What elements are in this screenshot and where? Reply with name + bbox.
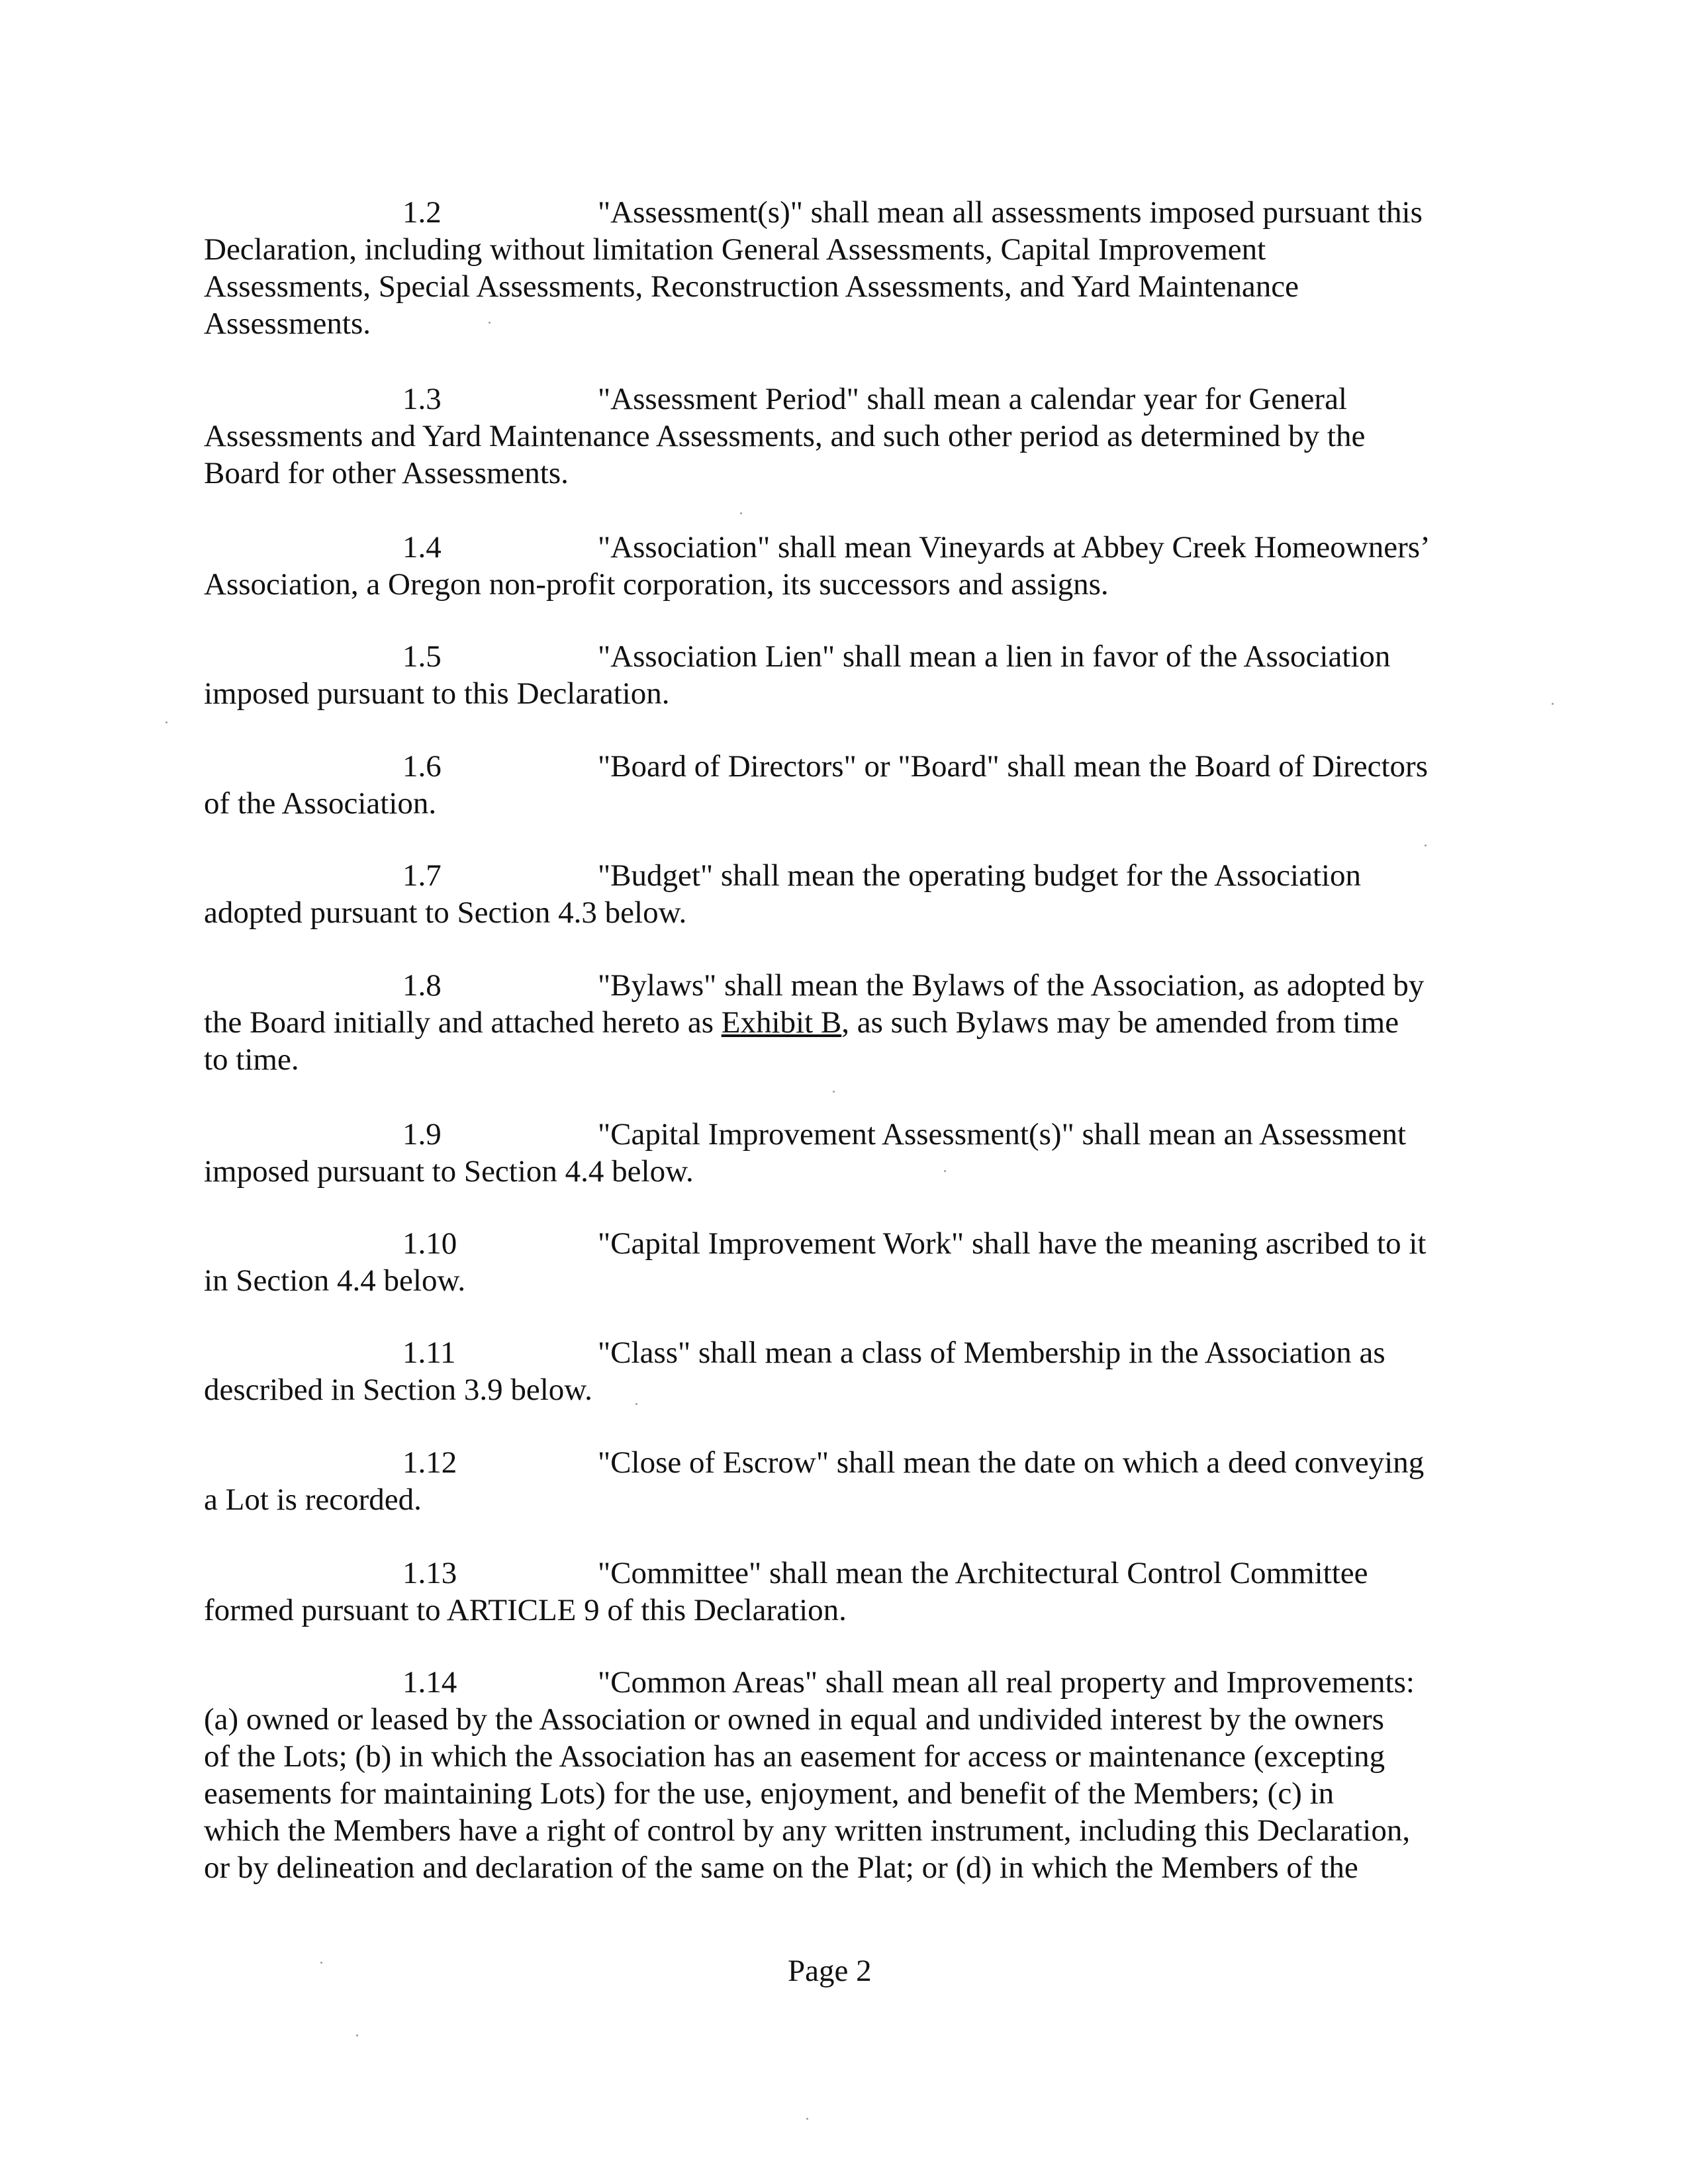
scan-speck xyxy=(320,1962,322,1964)
definition-lead-text: "Assessment(s)" shall mean all assessments imposed pursuant this xyxy=(598,195,1423,230)
body-line xyxy=(204,1004,1488,1041)
body-line: in Section 4.4 below. xyxy=(204,1263,466,1298)
body-line: adopted pursuant to Section 4.3 below. xyxy=(204,895,687,930)
definition-first-line xyxy=(204,1555,1488,1592)
body-line: Assessments and Yard Maintenance Assessments, and such other period as determined by the xyxy=(204,419,1366,453)
body-line: described in Section 3.9 below. xyxy=(204,1373,592,1407)
body-line: or by delineation and declaration of the same on the Plat; or (d) in which the Members of the xyxy=(204,1850,1358,1885)
section-number: 1.4 xyxy=(402,530,442,565)
definition-1-3 xyxy=(204,381,1488,492)
definition-1-14 xyxy=(204,1664,1488,1886)
section-number: 1.11 xyxy=(402,1336,456,1370)
body-line: a Lot is recorded. xyxy=(204,1482,422,1517)
section-number: 1.9 xyxy=(402,1117,442,1152)
definition-first-line xyxy=(204,748,1488,785)
definition-first-line xyxy=(204,529,1488,566)
body-line: imposed pursuant to Section 4.4 below. xyxy=(204,1154,694,1189)
scan-speck xyxy=(635,1403,637,1405)
scan-speck xyxy=(833,1091,835,1093)
definition-first-line xyxy=(204,1116,1488,1153)
section-number: 1.12 xyxy=(402,1445,457,1480)
definition-lead-text: "Bylaws" shall mean the Bylaws of the Association, as adopted by xyxy=(598,968,1425,1003)
definition-1-11 xyxy=(204,1334,1488,1408)
scan-speck xyxy=(1552,703,1554,705)
definition-first-line xyxy=(204,194,1488,231)
section-number: 1.14 xyxy=(402,1665,457,1700)
definition-1-10 xyxy=(204,1225,1488,1299)
section-number: 1.2 xyxy=(402,195,442,230)
body-text: , as such Bylaws may be amended from time xyxy=(841,1005,1399,1040)
definition-lead-text: "Capital Improvement Assessment(s)" shall mean an Assessment xyxy=(598,1117,1407,1152)
definition-lead-text: "Class" shall mean a class of Membership in the Association as xyxy=(598,1336,1385,1370)
section-number: 1.13 xyxy=(402,1556,457,1590)
scan-speck xyxy=(1425,844,1427,846)
body-line: easements for maintaining Lots) for the use, enjoyment, and benefit of the Members; (c) in xyxy=(204,1776,1335,1811)
exhibit-b-reference: Exhibit B xyxy=(721,1005,842,1040)
definition-1-8 xyxy=(204,967,1488,1078)
scan-speck xyxy=(165,721,167,723)
definition-lead-text: "Assessment Period" shall mean a calendar year for General xyxy=(598,382,1347,416)
definition-first-line xyxy=(204,1334,1488,1371)
definition-first-line xyxy=(204,1225,1488,1262)
scan-speck xyxy=(806,2118,808,2120)
definition-1-2 xyxy=(204,194,1488,342)
body-line: Declaration, including without limitation General Assessments, Capital Improvement xyxy=(204,232,1266,267)
definition-lead-text: "Capital Improvement Work" shall have the meaning ascribed to it xyxy=(598,1226,1427,1261)
definition-lead-text: "Board of Directors" or "Board" shall mean the Board of Directors xyxy=(598,749,1428,784)
body-line: of the Association. xyxy=(204,786,437,821)
scan-speck xyxy=(356,2034,358,2036)
section-number: 1.8 xyxy=(402,968,442,1003)
body-line: of the Lots; (b) in which the Association has an easement for access or maintenance (excepting xyxy=(204,1739,1385,1774)
definition-lead-text: "Close of Escrow" shall mean the date on which a deed conveying xyxy=(598,1445,1425,1480)
body-text: the Board initially and attached hereto as xyxy=(204,1005,722,1040)
definition-first-line xyxy=(204,1664,1488,1701)
section-number: 1.7 xyxy=(402,858,442,893)
definition-1-12 xyxy=(204,1444,1488,1518)
body-line: Assessments. xyxy=(204,306,371,341)
page-number: Page 2 xyxy=(788,1954,872,1988)
scan-speck xyxy=(944,1170,946,1172)
section-number: 1.3 xyxy=(402,382,442,416)
body-line: Association, a Oregon non-profit corporation, its successors and assigns. xyxy=(204,567,1109,602)
definition-lead-text: "Common Areas" shall mean all real property and Improvements: xyxy=(598,1665,1415,1700)
definition-1-4 xyxy=(204,529,1488,603)
scan-speck xyxy=(740,512,742,514)
definition-lead-text: "Association" shall mean Vineyards at Abbey Creek Homeowners’ xyxy=(598,530,1430,565)
definition-lead-text: "Association Lien" shall mean a lien in favor of the Association xyxy=(598,639,1391,674)
definition-lead-text: "Budget" shall mean the operating budget for the Association xyxy=(598,858,1362,893)
scan-speck xyxy=(489,322,491,324)
definition-1-6 xyxy=(204,748,1488,822)
definition-1-5 xyxy=(204,638,1488,712)
definition-1-13 xyxy=(204,1555,1488,1629)
section-number: 1.6 xyxy=(402,749,442,784)
body-line: formed pursuant to ARTICLE 9 of this Declaration. xyxy=(204,1593,847,1627)
definition-1-7 xyxy=(204,857,1488,931)
definition-first-line xyxy=(204,1444,1488,1481)
definition-first-line xyxy=(204,967,1488,1004)
definition-1-9 xyxy=(204,1116,1488,1190)
body-line: to time. xyxy=(204,1042,299,1077)
body-line: which the Members have a right of control by any written instrument, including this Declaration, xyxy=(204,1813,1411,1848)
definition-first-line xyxy=(204,381,1488,418)
body-line: Assessments, Special Assessments, Reconstruction Assessments, and Yard Maintenance xyxy=(204,269,1299,304)
definition-lead-text: "Committee" shall mean the Architectural Control Committee xyxy=(598,1556,1368,1590)
body-line: imposed pursuant to this Declaration. xyxy=(204,676,670,711)
definition-first-line xyxy=(204,638,1488,675)
section-number: 1.10 xyxy=(402,1226,457,1261)
definition-first-line xyxy=(204,857,1488,894)
body-line: (a) owned or leased by the Association or owned in equal and undivided interest by the owners xyxy=(204,1702,1384,1737)
section-number: 1.5 xyxy=(402,639,442,674)
body-line: Board for other Assessments. xyxy=(204,456,569,490)
